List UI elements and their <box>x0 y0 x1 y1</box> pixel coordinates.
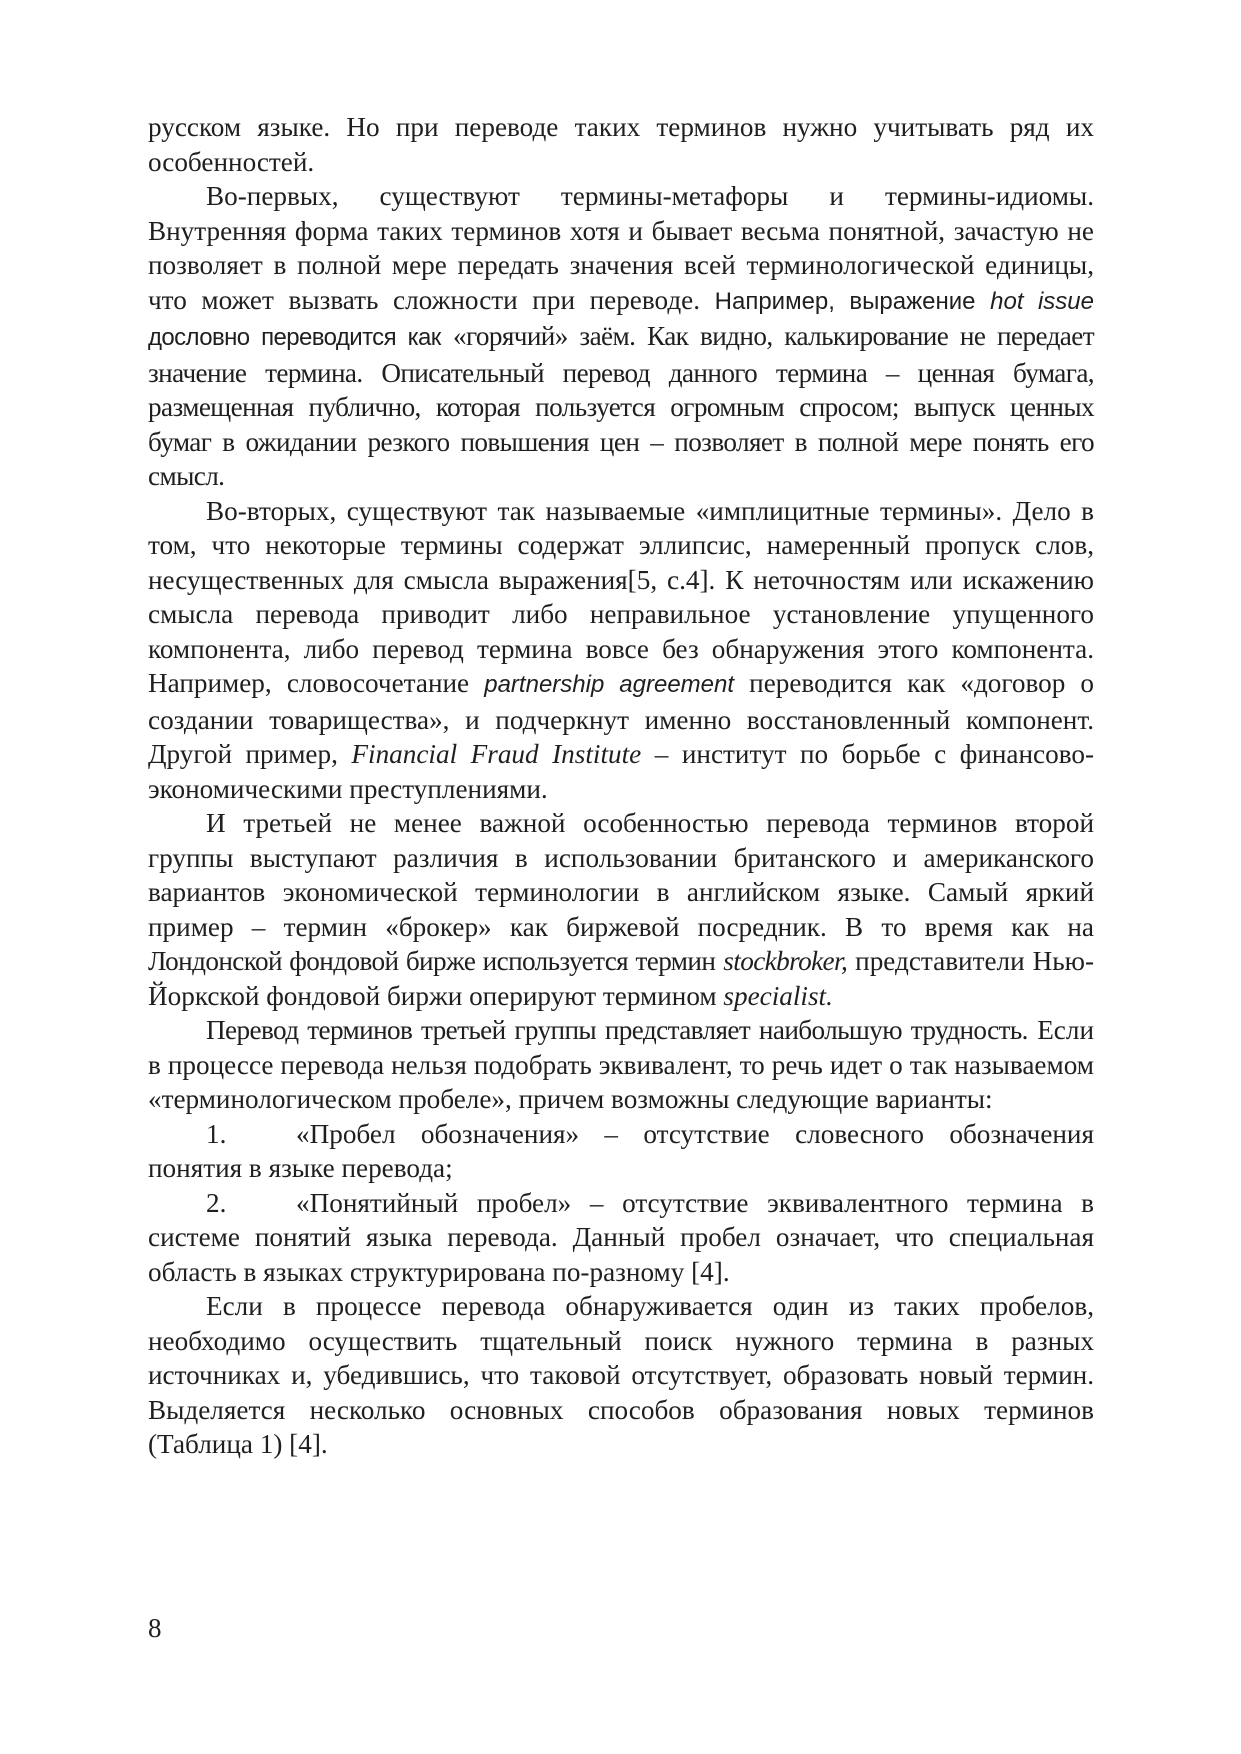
implicit-text: Во-вторых, существуют так называемые «имплицитные термины». Дело в том, что некоторые термины содержат эллипсис, намеренный пропуск слов, несущественных для смысла выражения[5, с.4]. К неточностям или искажению смысла перевода приводит либо неправильное установление упущенного компонента, либо перевод термина вовсе без обнаружения этого компонента. Например, словосочетание <box>148 495 1094 698</box>
metaphors-text: Во-первых, существуют термины-метафоры и термины-идиомы. Внутренняя форма таких терминов хотя и бывает весьма понятной, зачастую не позволяет в полной мере передать значения всей терминологической единицы, что может вызвать сложности при переводе. <box>148 181 1094 315</box>
list-item-number: 2. <box>206 1187 227 1218</box>
document-body <box>148 110 1094 1462</box>
list-item <box>148 1117 1094 1186</box>
london-exchange-text: Лондонской фондовой бирже используется термин <box>148 946 716 976</box>
list-item-text: «Понятийный пробел» – отсутствие эквивалентного термина в системе понятий языка перевода. Данный пробел означает, что специальная область в языках структурирована по-разному [4]. <box>148 1187 1094 1287</box>
term-financial-fraud-institute: Financial Fraud Institute <box>351 739 642 769</box>
variants-text: И третьей не менее важной особенностью перевода терминов второй группы выступают различия в использовании британского и американского вариантов экономической терминологии в английском языке. Самый яркий пример – термин «брокер» как биржевой посредник. В то время как на <box>148 808 1094 942</box>
paragraph-variants <box>148 806 1094 1013</box>
list-item-text: «Пробел обозначения» – отсутствие словесного обозначения понятия в языке перевода; <box>148 1118 1094 1183</box>
metaphors-explanation: «горячий» заём. Как видно, калькирование не передает значение термина. Описательный перевод данного термина – ценная бумага, размещенная публично, которая пользуется огромным спросом; выпуск ценных бумаг в ожидании резкого повышения цен – позволяет в полной мере понять его смысл. <box>148 321 1095 491</box>
paragraph-new-terms: Если в процессе перевода обнаруживается один из таких пробелов, необходимо осуществить тщательный поиск нужного термина в разных источниках и, убедившись, что таковой отсутствует, образовать новый термин. Выделяется несколько основных способов образования новых терминов (Таблица 1) [4]. <box>148 1291 1094 1459</box>
third-group-text: Если в процессе перевода нельзя подобрать эквивалент, то речь идет о так называемом «терминологическом пробеле», причем возможны следующие варианты: <box>148 1015 1094 1114</box>
example-intro: Например, выражение <box>714 287 976 315</box>
implicit-ending: – институт по борьбе с финансово-экономическими преступлениями. <box>148 739 1095 804</box>
term-specialist: specialist. <box>723 980 833 1011</box>
paragraph-metaphors <box>148 179 1094 494</box>
third-group-lead: Перевод терминов третьей группы представляет наибольшую трудность. <box>206 1015 1028 1045</box>
paragraph-continuation: русском языке. Но при переводе таких терминов нужно учитывать ряд их особенностей. <box>148 112 1094 177</box>
nyse-text: представители Нью-Йоркской фондовой биржи оперируют термином <box>148 946 1095 1011</box>
paragraph-implicit-terms <box>148 494 1094 807</box>
list-item <box>148 1186 1094 1290</box>
paragraph-third-group <box>148 1013 1094 1117</box>
term-stockbroker: stockbroker, <box>723 946 848 976</box>
page-number: 8 <box>148 1613 162 1643</box>
literal-translation: дословно переводится как <box>148 324 441 351</box>
implicit-translation: переводится как «договор о создании товарищества», и подчеркнут именно восстановленный компонент. Другой пример, <box>148 668 1095 769</box>
term-hot-issue: hot issue <box>990 287 1095 315</box>
term-partnership-agreement: partnership agreement <box>484 671 735 698</box>
list-item-number: 1. <box>206 1118 227 1149</box>
